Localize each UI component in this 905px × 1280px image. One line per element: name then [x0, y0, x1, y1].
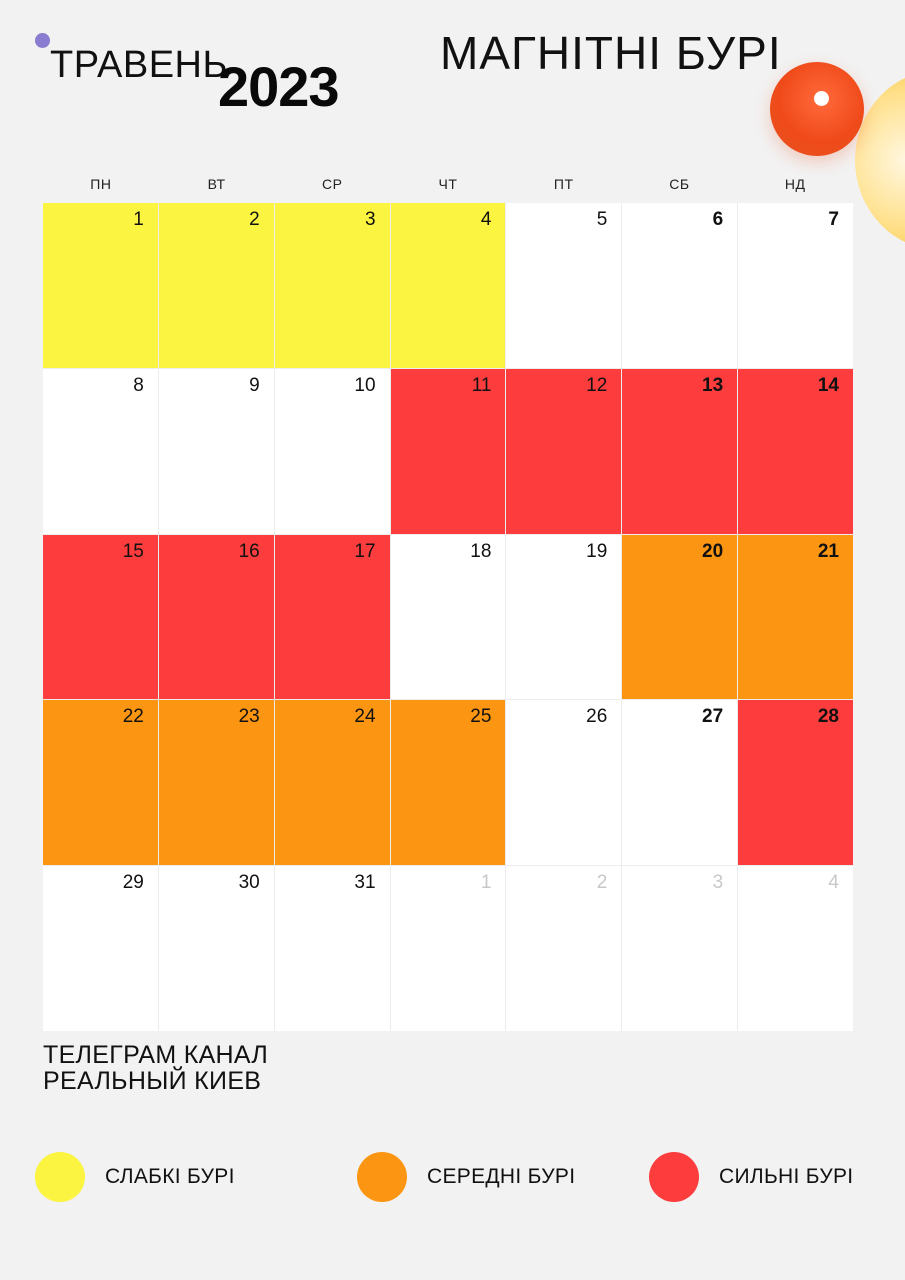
calendar-day: [506, 369, 621, 534]
day-number: 20: [702, 540, 724, 562]
calendar-day: [43, 535, 158, 700]
day-number: 1: [133, 209, 144, 230]
day-number: 30: [238, 872, 260, 894]
day-number: 27: [702, 706, 724, 728]
calendar-day: [622, 203, 737, 368]
day-number: 14: [817, 374, 839, 396]
calendar-day-next-month: [506, 866, 621, 1031]
legend-weak-swatch: [35, 1152, 85, 1202]
legend-medium: [357, 1152, 575, 1202]
calendar-day: [738, 700, 853, 865]
page-title: МАГНІТНІ БУРІ: [440, 27, 782, 79]
day-number: 9: [249, 374, 260, 396]
calendar-day: [43, 203, 158, 368]
calendar-day: [275, 369, 390, 534]
day-number: 12: [586, 374, 608, 396]
day-number: 5: [596, 209, 608, 230]
weekday-thu: ЧТ: [438, 176, 458, 192]
weekday-fri: ПТ: [553, 176, 574, 192]
legend-strong-swatch: [649, 1152, 699, 1202]
day-number: 15: [122, 540, 144, 562]
weekday-sat: СБ: [669, 176, 690, 192]
day-number: 7: [828, 209, 839, 230]
day-number: 3: [364, 209, 376, 230]
day-number: 6: [712, 209, 724, 230]
day-number: 19: [586, 540, 608, 562]
calendar-day: [275, 203, 390, 368]
calendar-day: [622, 369, 737, 534]
calendar-day: [506, 535, 621, 700]
calendar-day: [159, 535, 274, 700]
calendar-day: [275, 535, 390, 700]
weekday-sun: НД: [784, 176, 806, 192]
telegram-channel-note: [43, 1042, 268, 1094]
calendar-day: [159, 866, 274, 1031]
day-number: 11: [471, 374, 492, 396]
month-label: ТРАВЕНЬ: [50, 44, 228, 86]
day-number: 1: [480, 872, 492, 894]
calendar-day: [43, 700, 158, 865]
legend-weak-label: СЛАБКІ БУРІ: [105, 1165, 235, 1188]
day-number: 13: [702, 374, 724, 396]
calendar-day: [275, 700, 390, 865]
calendar-day: [391, 535, 506, 700]
decorative-dot: [35, 33, 50, 48]
day-number: 18: [470, 540, 492, 562]
ball-highlight: [814, 91, 829, 106]
telegram-line-1: ТЕЛЕГРАМ КАНАЛ: [43, 1041, 269, 1069]
day-number: 28: [817, 706, 839, 728]
calendar-day: [275, 866, 390, 1031]
calendar-day-next-month: [622, 866, 737, 1031]
weekday-wed: СР: [322, 176, 343, 192]
year-label: 2023: [218, 55, 339, 118]
calendar-day-next-month: [391, 866, 506, 1031]
day-number: 26: [586, 706, 608, 728]
calendar-day: [43, 866, 158, 1031]
day-number: 25: [470, 706, 492, 728]
calendar-day: [159, 203, 274, 368]
calendar-day: [738, 369, 853, 534]
calendar-day: [506, 203, 621, 368]
day-number: 2: [596, 872, 608, 894]
day-number: 3: [712, 872, 724, 894]
day-number: 4: [480, 209, 492, 230]
weekday-header: [43, 176, 853, 198]
legend-medium-swatch: [357, 1152, 407, 1202]
legend-weak: [35, 1152, 235, 1202]
legend-medium-label: СЕРЕДНІ БУРІ: [427, 1165, 576, 1188]
day-number: 10: [354, 374, 376, 396]
decorative-red-ball: [770, 62, 864, 156]
calendar-grid: [43, 203, 853, 1031]
calendar-day: [506, 700, 621, 865]
day-number: 4: [828, 872, 839, 894]
calendar-day: [738, 203, 853, 368]
day-number: 17: [354, 540, 376, 562]
calendar-day: [159, 700, 274, 865]
calendar-day: [738, 535, 853, 700]
day-number: 2: [249, 209, 260, 230]
day-number: 8: [133, 374, 144, 396]
day-number: 24: [354, 706, 376, 728]
calendar-day: [622, 535, 737, 700]
calendar-day: [159, 369, 274, 534]
legend-strong: [649, 1152, 853, 1202]
calendar-day: [391, 369, 506, 534]
day-number: 23: [238, 706, 260, 728]
calendar-day-next-month: [738, 866, 853, 1031]
day-number: 16: [238, 540, 260, 562]
legend-strong-label: СИЛЬНІ БУРІ: [719, 1165, 854, 1188]
weekday-mon: ПН: [90, 176, 112, 192]
calendar-day: [622, 700, 737, 865]
day-number: 22: [122, 706, 144, 728]
day-number: 31: [354, 872, 376, 894]
day-number: 29: [122, 872, 144, 894]
weekday-tue: ВТ: [207, 176, 226, 192]
day-number: 21: [817, 540, 839, 562]
calendar-day: [43, 369, 158, 534]
telegram-line-2: РЕАЛЬНЫЙ КИЕВ: [43, 1067, 262, 1095]
calendar-day: [391, 203, 506, 368]
calendar-day: [391, 700, 506, 865]
